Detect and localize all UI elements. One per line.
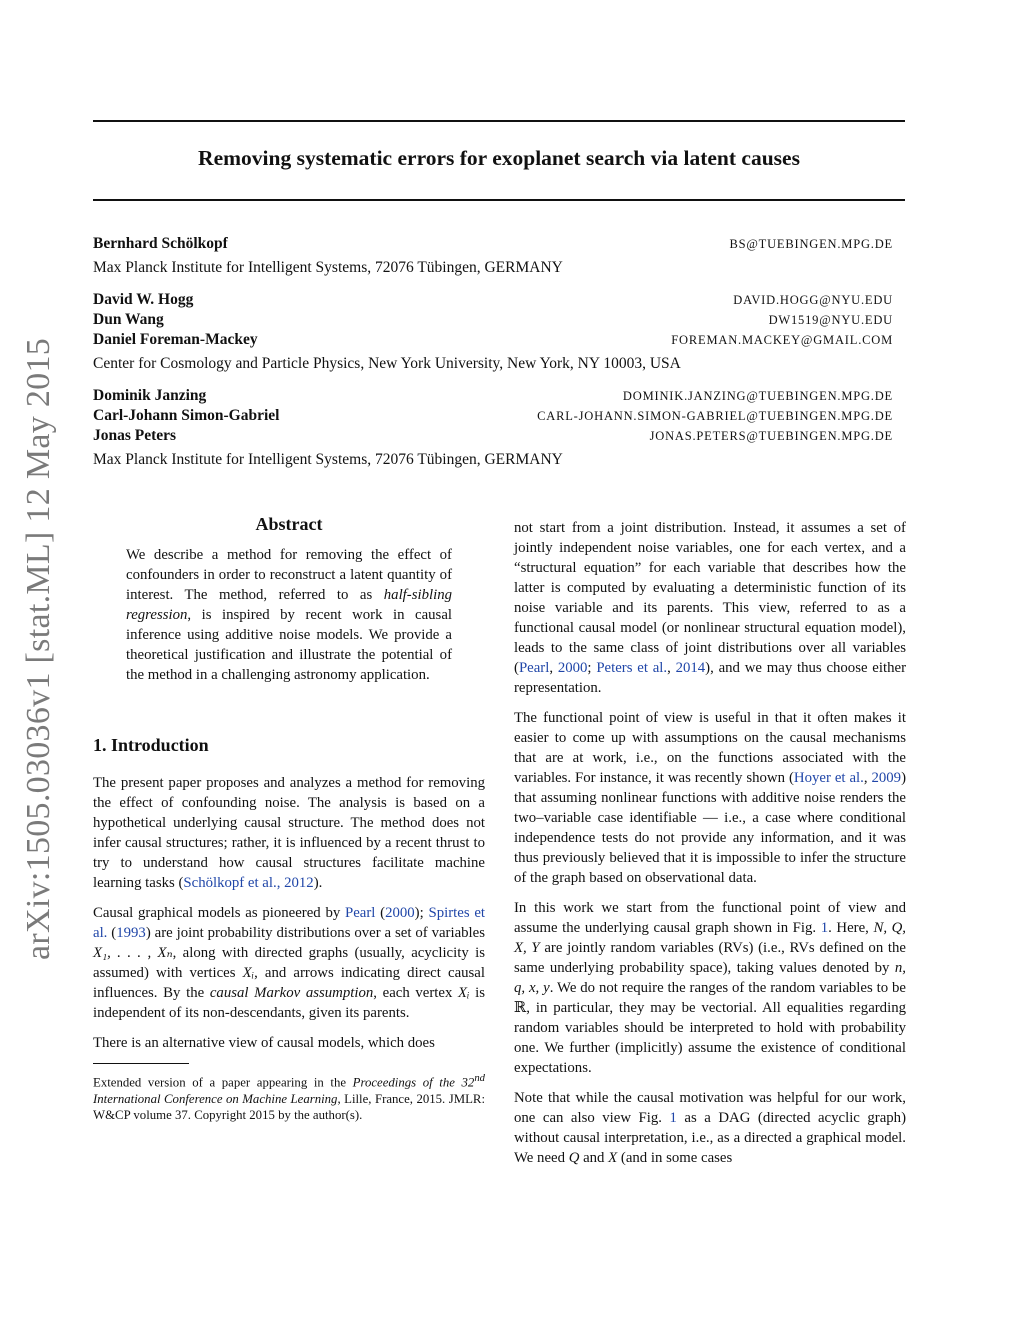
math-expression: Q	[568, 1150, 580, 1166]
footnote: Extended version of a paper appearing in the Proceedings of the 32nd International Conference on Machine Learning, Lille, France, 2015. JMLR: W&CP volume 37. Copyright 2015 by the author(s).	[93, 1073, 485, 1123]
citation-link[interactable]: 2000	[557, 660, 588, 676]
author-email: DAVID.HOGG@NYU.EDU	[733, 293, 893, 307]
citation-link[interactable]: 2009	[871, 770, 902, 786]
author-affiliation: Max Planck Institute for Intelligent Systems, 72076 Tübingen, GERMANY	[93, 259, 563, 276]
intro-paragraph-2: Causal graphical models as pioneered by Pearl (2000); Spirtes et al. (1993) are joint probability distributions over a set of variables X₁, . . . , Xₙ, along with directed graphs (usually, acyclicity is assumed) with vertices Xᵢ, and arrows indicating direct causal influences. By the causal Markov assumption, each vertex Xᵢ is independent of its non-descendants, given its parents.	[93, 905, 485, 1021]
author-name: Dun Wang	[93, 311, 164, 328]
author-name: Bernhard Schölkopf	[93, 235, 228, 252]
abstract-heading: Abstract	[255, 514, 323, 534]
citation-link[interactable]: 2000	[385, 905, 415, 921]
abstract-text: We describe a method for removing the effect of confounders in order to reconstruct a latent quantity of interest. The method, referred to as half-sibling regression, is inspired by recent work in causal inference using additive noise models. We provide a theoretical justification and illustrate the potential of the method in a challenging astronomy application.	[126, 547, 452, 683]
author-entry	[93, 427, 893, 447]
author-email: DOMINIK.JANZING@TUEBINGEN.MPG.DE	[622, 389, 893, 403]
author-entry	[93, 291, 893, 311]
figure-link[interactable]: 1	[820, 920, 829, 936]
intro-paragraph-1: The present paper proposes and analyzes a method for removing the effect of confounding noise. The analysis is based on a hypothetical underlying causal structure. The method does not infer causal structures; rather, it is influenced by a recent thrust to try to understand how causal structures facilitate machine learning tasks (Schölkopf et al., 2012).	[93, 775, 485, 891]
left-column	[93, 514, 485, 1124]
emphasis: causal Markov assumption	[209, 985, 374, 1001]
math-expression: Xᵢ	[242, 965, 255, 981]
math-expression: N, Q, X, Y	[514, 920, 906, 956]
paper-title: Removing systematic errors for exoplanet search via latent causes	[198, 146, 800, 170]
citation-link[interactable]: 2014	[675, 660, 706, 676]
author-name: Carl-Johann Simon-Gabriel	[93, 407, 280, 424]
citation-link[interactable]: Pearl	[518, 660, 550, 676]
author-entry	[93, 331, 893, 351]
method-name: half-sibling regression	[126, 587, 452, 623]
citation-link[interactable]: Schölkopf et al., 2012	[183, 875, 314, 891]
author-email: CARL-JOHANN.SIMON-GABRIEL@TUEBINGEN.MPG.DE	[537, 409, 893, 423]
right-column	[514, 518, 906, 1178]
author-email: FOREMAN.MACKEY@GMAIL.COM	[671, 333, 893, 347]
citation-link[interactable]: 1993	[116, 925, 146, 941]
author-email: JONAS.PETERS@TUEBINGEN.MPG.DE	[649, 429, 893, 443]
footnote-rule	[93, 1063, 189, 1064]
author-email: BS@TUEBINGEN.MPG.DE	[729, 237, 893, 251]
math-expression: n, q, x, y	[514, 960, 906, 996]
author-email: DW1519@NYU.EDU	[768, 313, 893, 327]
citation-link[interactable]: Pearl	[345, 905, 376, 921]
author-group-3	[93, 387, 893, 469]
author-entry	[93, 387, 893, 407]
author-name: David W. Hogg	[93, 291, 194, 308]
author-entry	[93, 407, 893, 427]
author-affiliation: Max Planck Institute for Intelligent Systems, 72076 Tübingen, GERMANY	[93, 451, 563, 468]
title-rule-top	[93, 120, 905, 122]
author-group-1	[93, 235, 893, 277]
right-paragraph-1: not start from a joint distribution. Instead, it assumes a set of jointly independent noise variables, one for each vertex, and a “structural equation” for each variable that describes how the latter is computed by evaluating a deterministic function of its noise variable and its parents. This view, referred to as a functional causal model (or nonlinear structural equation model), leads to the same class of joint distributions over all variables (Pearl, 2000; Peters et al., 2014), and we may thus choose either representation.	[514, 520, 906, 696]
author-entry	[93, 311, 893, 331]
author-entry	[93, 235, 893, 255]
right-paragraph-2: The functional point of view is useful in that it often makes it easier to come up with assumptions on the causal mechanisms that are at work, i.e., on the functions associated with the variables. For instance, it was recently shown (Hoyer et al., 2009) that assuming nonlinear functions with additive noise renders the two–variable case identifiable — i.e., a case where conditional independence tests do not provide any information, and it was thus previously believed that it is impossible to infer the structure of the graph based on observational data.	[514, 710, 907, 886]
citation-link[interactable]: Hoyer et al.	[793, 770, 864, 786]
right-paragraph-3: In this work we start from the functional point of view and assume the underlying causal graph shown in Fig. 1. Here, N, Q, X, Y are jointly random variables (RVs) (i.e., RVs defined on the same underlying probability space), taking values denoted by n, q, x, y. We do not require the ranges of the random variables to be ℝ, in particular, they may be vectorial. All equalities regarding random variables should be interpreted to hold with probability one. We further (implicitly) assume the existence of conditional expectations.	[514, 900, 906, 1076]
section-heading-introduction: 1. Introduction	[93, 735, 209, 755]
math-expression: Xᵢ	[458, 985, 470, 1001]
figure-link[interactable]: 1	[669, 1110, 677, 1126]
citation-link[interactable]: Peters et al.	[596, 660, 668, 676]
author-name: Dominik Janzing	[93, 387, 207, 404]
arxiv-identifier: arXiv:1505.03036v1 [stat.ML] 12 May 2015	[20, 337, 57, 960]
author-group-2	[93, 291, 893, 373]
intro-paragraph-3: There is an alternative view of causal models, which does	[93, 1035, 435, 1051]
author-name: Daniel Foreman-Mackey	[93, 331, 258, 348]
math-expression: X₁, . . . , Xₙ	[93, 945, 173, 961]
author-name: Jonas Peters	[93, 427, 177, 444]
author-affiliation: Center for Cosmology and Particle Physics, New York University, New York, NY 10003, USA	[93, 355, 681, 372]
title-rule-bottom	[93, 199, 905, 201]
citation-link[interactable]: Spirtes et al.	[93, 905, 485, 941]
math-expression: X	[608, 1150, 618, 1166]
right-paragraph-4: Note that while the causal motivation was helpful for our work, one can also view Fig. 1 as a DAG (directed acyclic graph) without causal interpretation, i.e., as a directed a graphical model. We need Q and X (and in some cases	[514, 1090, 907, 1166]
